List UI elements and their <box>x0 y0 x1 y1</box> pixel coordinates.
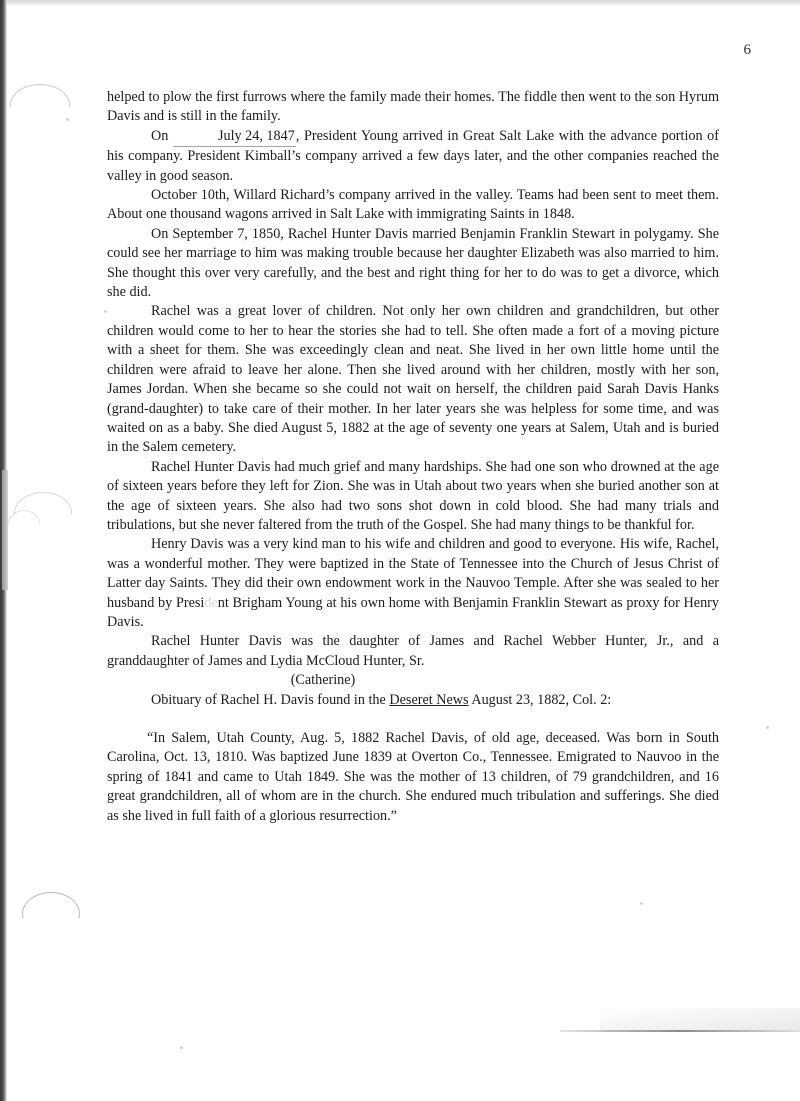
scan-left-edge-light-artifact <box>2 470 8 590</box>
paragraph-grief-and-hardships: Rachel Hunter Davis had much grief and many hardships. She had one son who drowned at the age of sixteen years before they left for Zion. She was in Utah about two years when she buried another son at the age of sixteen years. She also had two sons shot down in cold blood. She had many trials and tribulations, but she never faltered from the truth of the Gospel. She had many things to be thankful for. <box>107 458 719 533</box>
inserted-annotation-line <box>107 671 719 690</box>
scan-bottom-page-edge-artifact <box>560 1030 800 1032</box>
scan-speck <box>66 118 69 121</box>
obituary-citation <box>107 691 719 710</box>
scan-top-edge-artifact <box>0 0 800 7</box>
paragraph-parentage: Rachel Hunter Davis was the daughter of James and Rachel Webber Hunter, Jr., and a granddaughter of James and Lydia McCloud Hunter, Sr. <box>107 633 719 669</box>
paragraph-september-1850: On September 7, 1850, Rachel Hunter Davis married Benjamin Franklin Stewart in polygamy. She could see her marriage to him was making trouble because her daughter Elizabeth was also married to him. She thought this over very carefully, and the best and right thing for her to do was to get a divorce, which she did. <box>107 225 719 301</box>
inserted-annotation: (Catherine) <box>287 671 360 690</box>
paragraph-october-10th: October 10th, Willard Richard’s company arrived in the valley. Teams had been sent to meet them. About one thousand wagons arrived in Salt Lake with immigrating Saints in 1848. <box>107 187 719 223</box>
scan-bottom-shade-artifact <box>600 1008 800 1032</box>
paragraph-text-before-artifact: Henry Davis was a very kind man to his wife and children and good to everyone. His wife, Rachel, was a wonderful mother. They were baptized in the State of Tennessee into the Church of Jesus Christ of Latter day Saints. They did their own endowment work in the Nauvoo Temple. After she was sealed to her husband by Presi <box>107 536 719 611</box>
scan-speck <box>180 1046 183 1049</box>
obituary-citation-before: Obituary of Rachel H. Davis found in the <box>151 691 390 708</box>
hole-punch-arc-icon <box>22 892 80 936</box>
page-number: 6 <box>743 42 751 58</box>
paragraph-lead-text: On <box>151 127 173 144</box>
paragraph-opening: helped to plow the first furrows where the family made their homes. The fiddle then went to the son Hyrum Davis and is still in the family. <box>107 89 719 125</box>
obituary-quotation: “In Salem, Utah County, Aug. 5, 1882 Rachel Davis, of old age, deceased. Was born in South Carolina, Oct. 13, 1810. Was baptized June 1839 at Overton Co., Tennessee. Emigrated to Nauvoo in the spring of 1841 and came to Utah 1849. She was the mother of 13 children, of 79 grandchildren, and 16 great grandchildren, all of whom are in the church. She endured much tribulation and sufferings. She died as she lived in full faith of a glorious resurrection.” <box>107 730 719 824</box>
paragraph-henry-davis <box>107 535 719 632</box>
paragraph-remainder: , President Young arrived in Great Salt Lake with the advance portion of his company. President Kimball’s company arrived a few days later, and the other companies reached the valley in good season. <box>107 127 719 184</box>
document-body <box>107 88 719 826</box>
hole-punch-arc-icon <box>10 84 70 126</box>
scan-speck <box>766 726 769 729</box>
hole-punch-arc-icon <box>14 492 72 534</box>
newspaper-title: Deseret News <box>389 691 469 708</box>
scan-speck <box>640 902 643 905</box>
paragraph-text-after-artifact: nt Brigham Young at his own home with Benjamin Franklin Stewart as proxy for Henry Davis. <box>107 594 719 630</box>
obituary-citation-after: August 23, 1882, Col. 2: <box>468 691 612 708</box>
corrected-date-insert: July 24, 1847 <box>173 127 296 147</box>
paragraph-rachel-lover-of-children: Rachel was a great lover of children. Not only her own children and grandchildren, but other children would come to her to hear the stories she had to tell. She often made a fort of a moving picture with a sheet for them. She was exceedingly clean and neat. She lived in her own little home until the children were afraid to leave her alone. Then she lived around with her children, mostly with her son, James Jordan. When she became so she could not wait on herself, the children paid Sarah Davis Hanks (grand-daughter) to take care of their mother. In her later years she was helpless for some time, and was waited on as a baby. She died August 5, 1882 at the age of seventy one years at Salem, Utah and is buried in the Salem cemetery. <box>107 303 719 456</box>
paragraph-spacer <box>107 710 719 729</box>
obscured-letters: de <box>204 594 218 611</box>
paragraph-july-1847 <box>107 127 719 186</box>
